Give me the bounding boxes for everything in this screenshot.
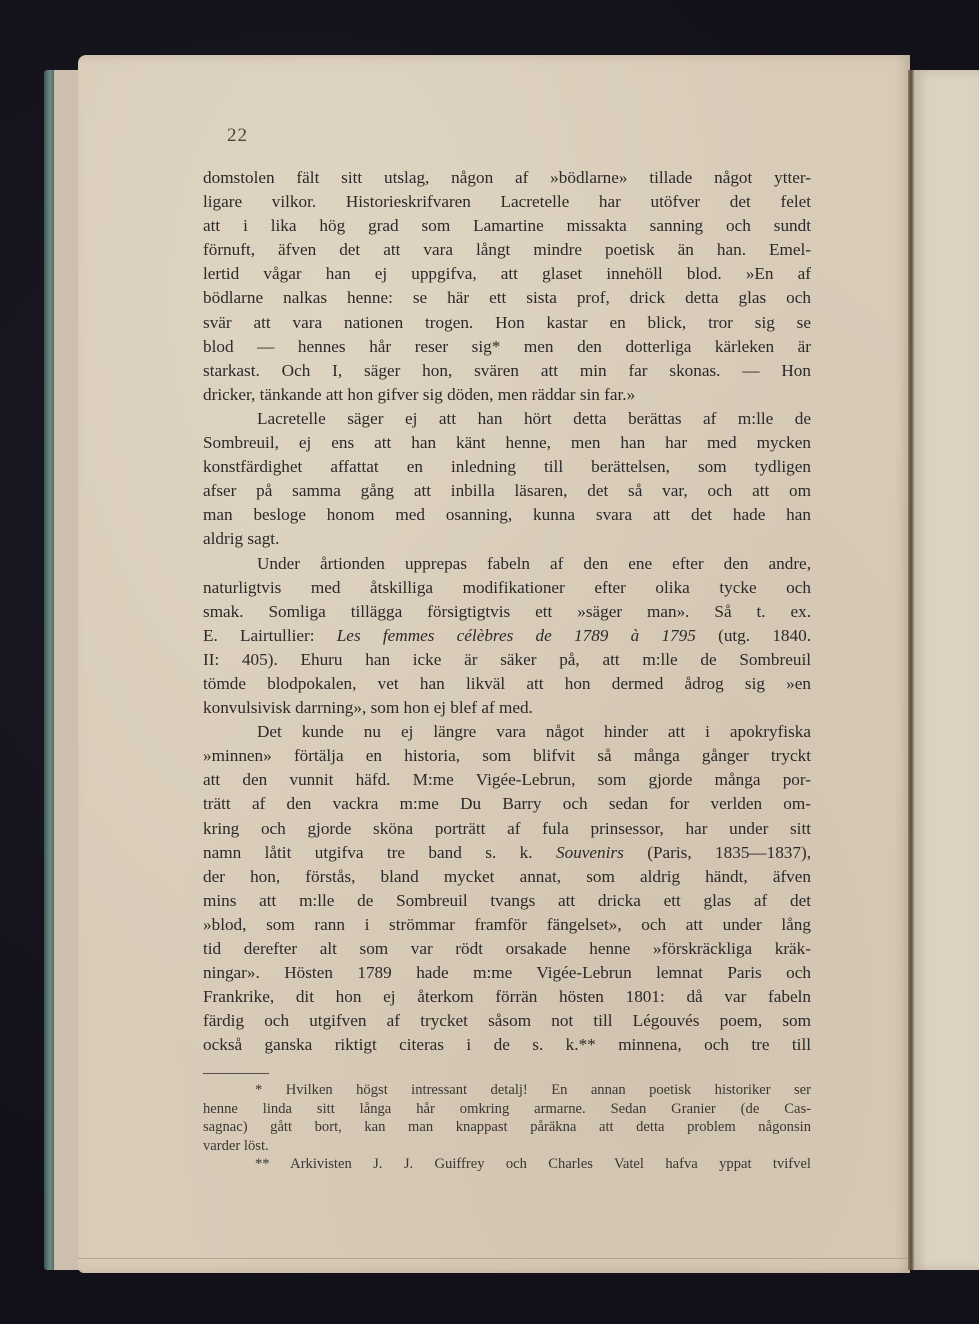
text-line: blod — hennes hår reser sig* men den dotterliga kärleken är xyxy=(203,336,811,356)
text-line: Det kunde nu ej längre vara något hinder att i apokryfiska xyxy=(257,722,811,742)
text-line: konvulsivisk darrning», som hon ej blef af med. xyxy=(203,698,533,718)
facing-page-edge xyxy=(914,70,979,1270)
text-line: också ganska riktigt citeras i de s. k.** minnena, och tre till xyxy=(203,1035,811,1055)
text-run: namn låtit utgifva tre band s. k. xyxy=(203,842,556,862)
text-line: Lacretelle säger ej att han hört detta berättas af m:lle de xyxy=(257,408,811,428)
text-line: färdig och utgifven af trycket såsom not till Légouvés poem, som xyxy=(203,1011,811,1031)
text-line: dricker, tänkande att hon gifver sig döden, men räddar sin far.» xyxy=(203,384,636,404)
italic-title: Les femmes célèbres de 1789 à 1795 xyxy=(336,625,696,645)
text-line: Sombreuil, ej ens att han känt henne, men han har med mycken xyxy=(203,433,811,453)
text-line: der hon, förstås, bland mycket annat, som aldrig händt, äfven xyxy=(203,866,811,886)
text-line: tid derefter alt som var rödt orsakade henne »förskräckliga kräk- xyxy=(203,939,811,958)
text-line: aldrig sagt. xyxy=(203,529,280,549)
body-text xyxy=(203,166,811,1057)
text-run: (utg. 1840. xyxy=(695,625,811,645)
text-line: mins att m:lle de Sombreuil tvangs att dricka ett glas af det xyxy=(203,890,811,910)
footnote-line: * Hvilken högst intressant detalj! En annan poetisk historiker ser xyxy=(255,1082,811,1098)
text-run: (Paris, 1835—1837), xyxy=(623,842,812,862)
text-line: bödlarne nalkas henne: se här ett sista prof, drick detta glas och xyxy=(203,288,811,308)
text-line: afser på samma gång att inbilla läsaren, det så var, och att om xyxy=(203,481,811,501)
page-edge-line xyxy=(78,1258,910,1259)
text-line: trätt af den vackra m:me Du Barry och sedan for verlden om- xyxy=(203,794,811,814)
page-number: 22 xyxy=(227,125,248,146)
text-line: ligare vilkor. Historieskrifvaren Lacretelle har utöfver det felet xyxy=(203,192,811,212)
text-line: konstfärdighet affattat en inledning till berättelsen, som tydligen xyxy=(203,457,811,477)
text-line: naturligtvis med åtskilliga modifikationer efter olika tycke och xyxy=(203,577,811,597)
italic-title: Souvenirs xyxy=(556,842,624,862)
text-run: E. Lairtullier: xyxy=(203,625,337,645)
text-line: starkast. Och I, säger hon, svären att min far skonas. — Hon xyxy=(203,360,811,380)
text-line: ningar». Hösten 1789 hade m:me Vigée-Lebrun lemnat Paris och xyxy=(203,963,811,983)
text-line: man besloge honom med osanning, kunna svara att det hade han xyxy=(203,505,811,525)
text-line: »blod, som rann i strömmar framför fängelset», och att under lång xyxy=(203,914,811,934)
text-line: smak. Somliga tillägga försigtigtvis ett »säger man». Så t. ex. xyxy=(203,601,811,621)
text-line xyxy=(203,624,811,648)
text-line: att den vunnit häfd. M:me Vigée-Lebrun, som gjorde många por- xyxy=(203,770,811,790)
text-line: att i lika hög grad som Lamartine missakta sanning och sundt xyxy=(203,216,811,236)
footnote-line: varder löst. xyxy=(203,1137,269,1154)
text-line: Frankrike, dit hon ej återkom förrän hösten 1801: då var fabeln xyxy=(203,987,811,1007)
text-line xyxy=(203,841,811,865)
text-line: II: 405). Ehuru han icke är säker på, att m:lle de Sombreuil xyxy=(203,649,811,669)
text-line: »minnen» förtälja en historia, som blifvit så många gånger tryckt xyxy=(203,746,811,766)
footnotes xyxy=(203,1081,811,1174)
footnote-line: sagnac) gått bort, kan man knappast påräkna att detta problem någonsin xyxy=(203,1119,811,1136)
text-line: domstolen fält sitt utslag, någon af »bödlarne» tillade något ytter- xyxy=(203,168,811,187)
text-line: lertid vågar han ej uppgifva, att glaset innehöll blod. »En af xyxy=(203,264,811,284)
text-line: kring och gjorde sköna porträtt af fula prinsessor, har under sitt xyxy=(203,818,811,838)
footnote-line: ** Arkivisten J. J. Guiffrey och Charles Vatel hafva yppat tvifvel xyxy=(255,1156,811,1173)
text-line: svär att vara nationen trogen. Hon kastar en blick, tror sig se xyxy=(203,312,811,332)
text-line: tömde blodpokalen, vet han likväl att hon dermed ådrog sig »en xyxy=(203,673,811,693)
text-line: Under årtionden upprepas fabeln af den ene efter den andre, xyxy=(257,553,811,573)
footnote-line: henne linda sitt långa hår omkring armarne. Sedan Granier (de Cas- xyxy=(203,1100,811,1117)
footnote-separator xyxy=(203,1073,269,1074)
text-line: förnuft, äfven det att vara långt mindre poetisk än han. Emel- xyxy=(203,240,811,260)
